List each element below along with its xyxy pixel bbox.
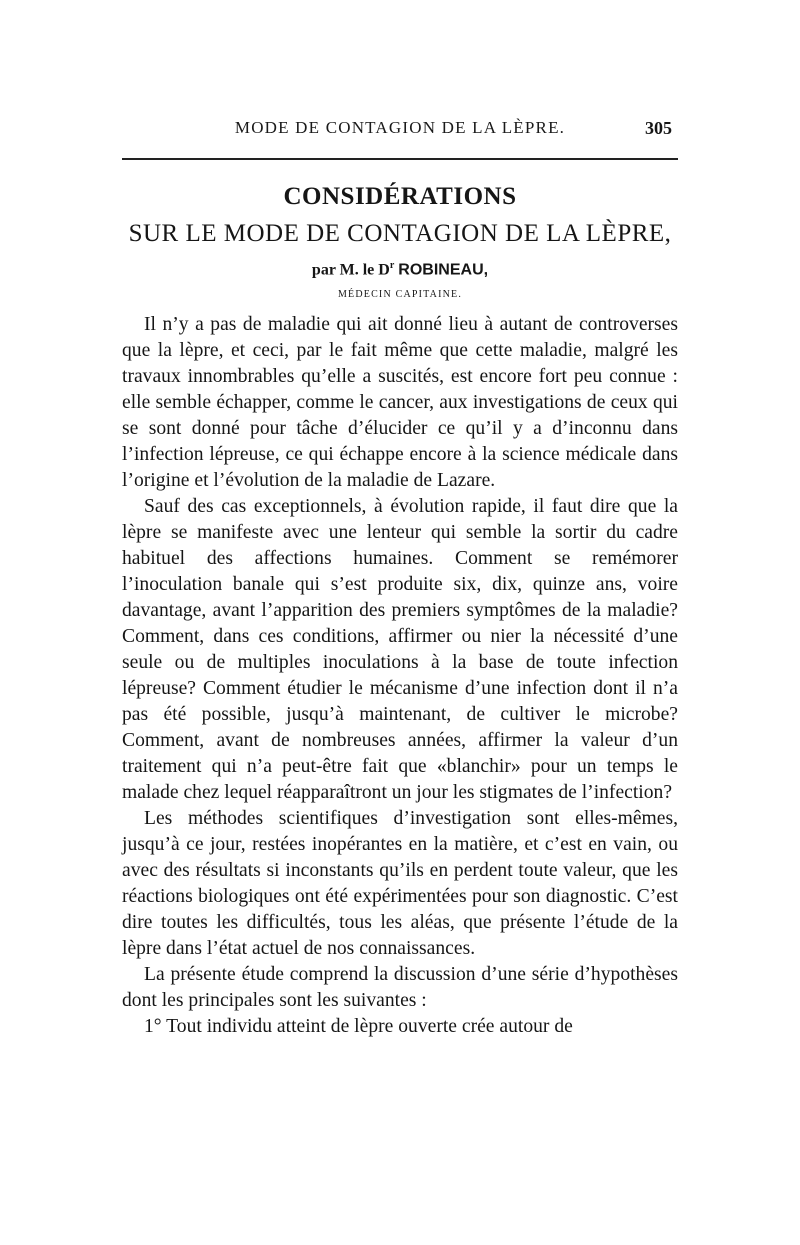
article-title-line-1: CONSIDÉRATIONS [283, 183, 517, 210]
article-body [122, 312, 678, 1040]
article-heading [122, 180, 678, 304]
running-title: MODE DE CONTAGION DE LA LÈPRE. [234, 118, 566, 137]
author-prefix-sup: r [389, 260, 395, 271]
paragraph: 1° Tout individu atteint de lèpre ouverte crée autour de [144, 1016, 573, 1037]
paragraph: La présente étude comprend la discussion d’une série d’hypothèses dont les principales sont les suivantes : [122, 964, 678, 1011]
page-number: 305 [645, 118, 672, 138]
paragraph: Il n’y a pas de maladie qui ait donné lieu à autant de controverses que la lèpre, et ceci, par le fait même que cette maladie, malgré les travaux innombrables qu’elle a suscités, est encore fort peu connue : elle semble échapper, comme le cancer, aux investigations de ceux qui se sont donné pour tâche d’élucider ce qu’il y a d’inconnu dans l’infection lépreuse, ce qui échappe encore à la science médicale dans l’origine et l’évolution de la maladie de Lazare. [122, 314, 678, 491]
paragraph: Les méthodes scientifiques d’investigation sont elles-mêmes, jusqu’à ce jour, restées inopérantes en la matière, et c’est en vain, ou avec des résultats si inconstants qu’ils en perdent toute valeur, que les réactions biologiques ont été expérimentées pour son diagnostic. C’est dire toutes les difficultés, tous les aléas, que présente l’étude de la lèpre dans l’état actuel de nos connaissances. [122, 808, 678, 959]
author-line [122, 254, 678, 282]
author-name: ROBINEAU, [398, 261, 489, 279]
author-rank: MÉDECIN CAPITAINE. [337, 289, 463, 301]
paragraph: Sauf des cas exceptionnels, à évolution rapide, il faut dire que la lèpre se manifeste avec une lenteur qui semble la sortir du cadre habituel des affections humaines. Comment se remémorer l’inoculation banale qui s’est produite six, dix, quinze ans, voire davantage, avant l’apparition des premiers symptômes de la maladie? Comment, dans ces conditions, affirmer ou nier la nécessité d’une seule ou de multiples inoculations à la base de toute infection lépreuse? Comment étudier le mécanisme d’une infection dont il n’a pas été possible, jusqu’à maintenant, de cultiver le microbe? Comment, avant de nombreuses années, affirmer la valeur d’un traitement qui n’a peut-être fait que «blanchir» pour un temps le malade chez lequel réapparaîtront un jour les stigmates de l’infection? [122, 496, 678, 803]
running-head [122, 118, 678, 148]
article-title-line-2: SUR LE MODE DE CONTAGION DE LA LÈPRE, [128, 220, 672, 247]
author-prefix: par M. le D [311, 261, 390, 279]
header-rule [122, 158, 678, 160]
